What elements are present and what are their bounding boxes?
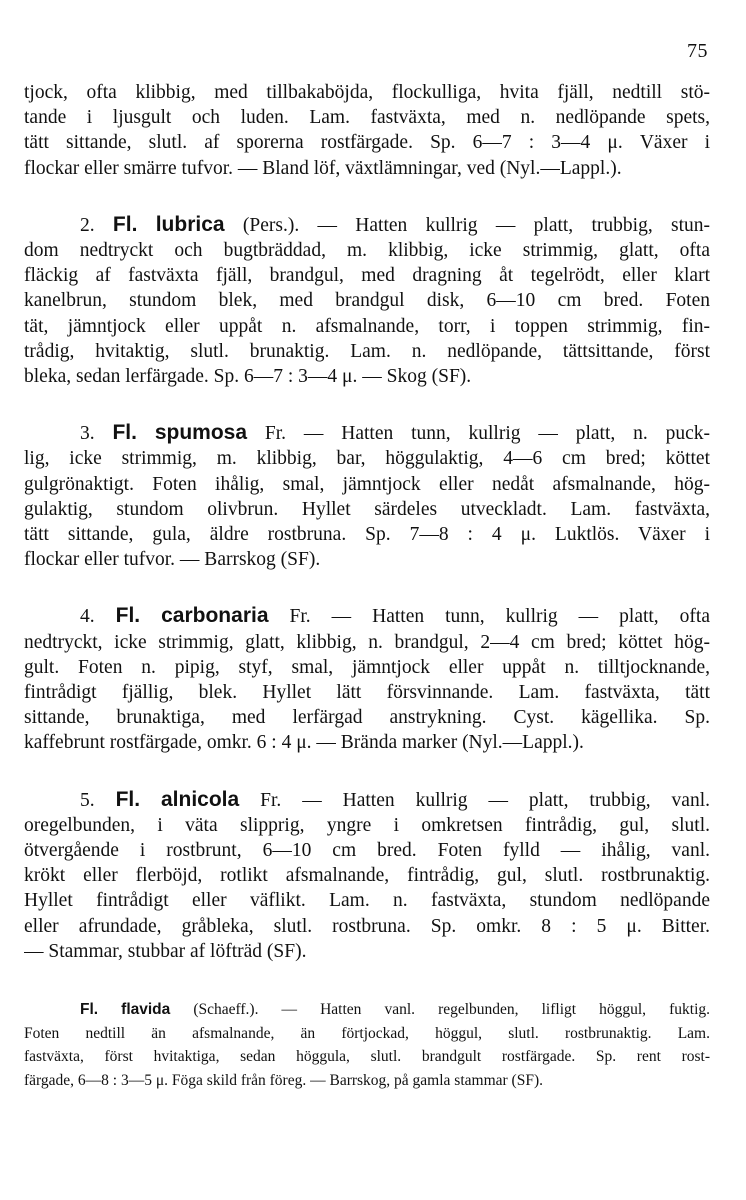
species-entry xyxy=(24,603,710,755)
page-number: 75 xyxy=(687,40,708,62)
text-line: kanelbrun, stundom blek, med brandgul disk, 6—10 cm bred. Foten xyxy=(24,290,710,312)
species-name: lubrica xyxy=(155,212,225,236)
text-line: bleka, sedan lerfärgade. Sp. 6—7 : 3—4 μ. — Skog (SF). xyxy=(24,366,472,388)
text-line: fastväxta, först hvitaktiga, sedan höggula, slutl. brandgult rostfärgade. Sp. rent rost- xyxy=(24,1048,710,1066)
genus-name: Fl. xyxy=(112,421,137,445)
page-text xyxy=(24,80,710,1092)
text-line: eller afrundade, gråbleka, slutl. rostbruna. Sp. omkr. 8 : 5 μ. Bitter. xyxy=(24,915,710,937)
genus-name: Fl. xyxy=(112,212,138,236)
text-line: ötvergående i rostbrunt, 6—10 cm bred. Foten fylld — ihålig, vanl. xyxy=(24,840,710,862)
entry-heading-line xyxy=(24,603,710,629)
text-line: Hyllet fintrådigt eller väflikt. Lam. n. fastväxta, stundom nedlöpande xyxy=(24,890,710,912)
entry-number: 2. xyxy=(80,214,95,236)
text-line: oregelbunden, i väta slipprig, yngre i omkretsen fintrådig, gul, slutl. xyxy=(24,814,710,836)
entry-description-start: Fr. — Hatten tunn, kullrig — platt, n. puck- xyxy=(264,423,710,445)
text-line: tätt sittande, slutl. af sporerna rostfärgade. Sp. 6—7 : 3—4 μ. Växer i xyxy=(24,132,710,154)
text-line: gult. Foten n. pipig, styf, smal, jämntjock eller uppåt n. tilltjocknande, xyxy=(24,656,710,678)
entry-number: 3. xyxy=(80,423,95,445)
text-line: tätt sittande, gula, äldre rostbruna. Sp. 7—8 : 4 μ. Luktlös. Växer i xyxy=(24,524,710,546)
genus-name: Fl. xyxy=(115,604,141,628)
text-line: Foten nedtill än afsmalnande, än förtjockad, höggul, slutl. rostbrunaktig. Lam. xyxy=(24,1024,710,1042)
text-line: tande i ljusgult och luden. Lam. fastväxta, med n. nedlöpande spets, xyxy=(24,107,710,129)
small-print-entry xyxy=(24,998,710,1092)
text-line: kaffebrunt rostfärgade, omkr. 6 : 4 μ. — Brända marker (Nyl.—Lappl.). xyxy=(24,732,584,754)
genus-name: Fl. xyxy=(80,1001,99,1019)
species-name: flavida xyxy=(121,1001,171,1019)
text-line: — Stammar, stubbar af löfträd (SF). xyxy=(24,940,307,962)
text-line: nedtryckt, icke strimmig, glatt, klibbig, n. brandgul, 2—4 cm bred; köttet hög- xyxy=(24,631,710,653)
entry-heading-line xyxy=(24,998,710,1022)
text-line: tät, jämntjock eller uppåt n. afsmalnande, torr, i toppen strimmig, fin- xyxy=(24,315,710,337)
text-line: tjock, ofta klibbig, med tillbakaböjda, flockulliga, hvita fjäll, nedtill stö- xyxy=(24,82,710,103)
entry-heading-line xyxy=(24,420,710,446)
entry-description-start: Fr. — Hatten kullrig — platt, trubbig, vanl. xyxy=(260,789,710,811)
entry-heading-line xyxy=(24,787,710,813)
intro-paragraph xyxy=(24,80,710,181)
species-entry xyxy=(24,787,710,964)
text-line: flockar eller tufvor. — Barrskog (SF). xyxy=(24,549,321,571)
text-line: krökt eller flerböjd, rotlikt afsmalnande, fintrådig, gul, slutl. rostbrunaktig. xyxy=(24,865,710,887)
text-line: lig, icke strimmig, m. klibbig, bar, höggulaktig, 4—6 cm bred; köttet xyxy=(24,448,710,470)
entry-number: 5. xyxy=(80,789,95,811)
genus-name: Fl. xyxy=(115,787,141,811)
species-name: spumosa xyxy=(154,421,248,445)
species-name: alnicola xyxy=(161,787,240,811)
text-line: dom nedtryckt och bugtbräddad, m. klibbig, icke strimmig, glatt, ofta xyxy=(24,240,710,262)
entry-number: 4. xyxy=(80,606,95,628)
entry-heading-line xyxy=(24,212,710,238)
species-entry xyxy=(24,212,710,389)
text-line: fläckig af fastväxta fjäll, brandgul, med dragning åt tegelrödt, eller klart xyxy=(24,265,710,287)
text-line: sittande, brunaktiga, med lerfärgad anstrykning. Cyst. kägellika. Sp. xyxy=(24,707,710,729)
document-page xyxy=(24,0,710,1200)
species-name: carbonaria xyxy=(161,604,269,628)
entry-description-start: (Pers.). — Hatten kullrig — platt, trubbig, stun- xyxy=(242,214,710,236)
text-line: fintrådigt fjällig, blek. Hyllet lätt försvinnande. Lam. fastväxta, tätt xyxy=(24,682,710,704)
species-entry xyxy=(24,420,710,572)
text-line: trådig, hvitaktig, slutl. brunaktig. Lam. n. nedlöpande, tättsittande, först xyxy=(24,340,710,362)
entry-description-start: (Schaeff.). — Hatten vanl. regelbunden, lifligt höggul, fuktig. xyxy=(193,1001,710,1019)
text-line: flockar eller smärre tufvor. — Bland löf, växtlämningar, ved (Nyl.—Lappl.). xyxy=(24,157,622,179)
entry-description-start: Fr. — Hatten tunn, kullrig — platt, ofta xyxy=(289,606,710,628)
text-line: gulaktig, stundom olivbrun. Hyllet särdeles utveckladt. Lam. fastväxta, xyxy=(24,498,710,520)
text-line: gulgrönaktigt. Foten ihålig, smal, jämntjock eller nedåt afsmalnande, hög- xyxy=(24,473,710,495)
text-line: färgade, 6—8 : 3—5 μ. Föga skild från föreg. — Barrskog, på gamla stammar (SF). xyxy=(24,1071,543,1089)
